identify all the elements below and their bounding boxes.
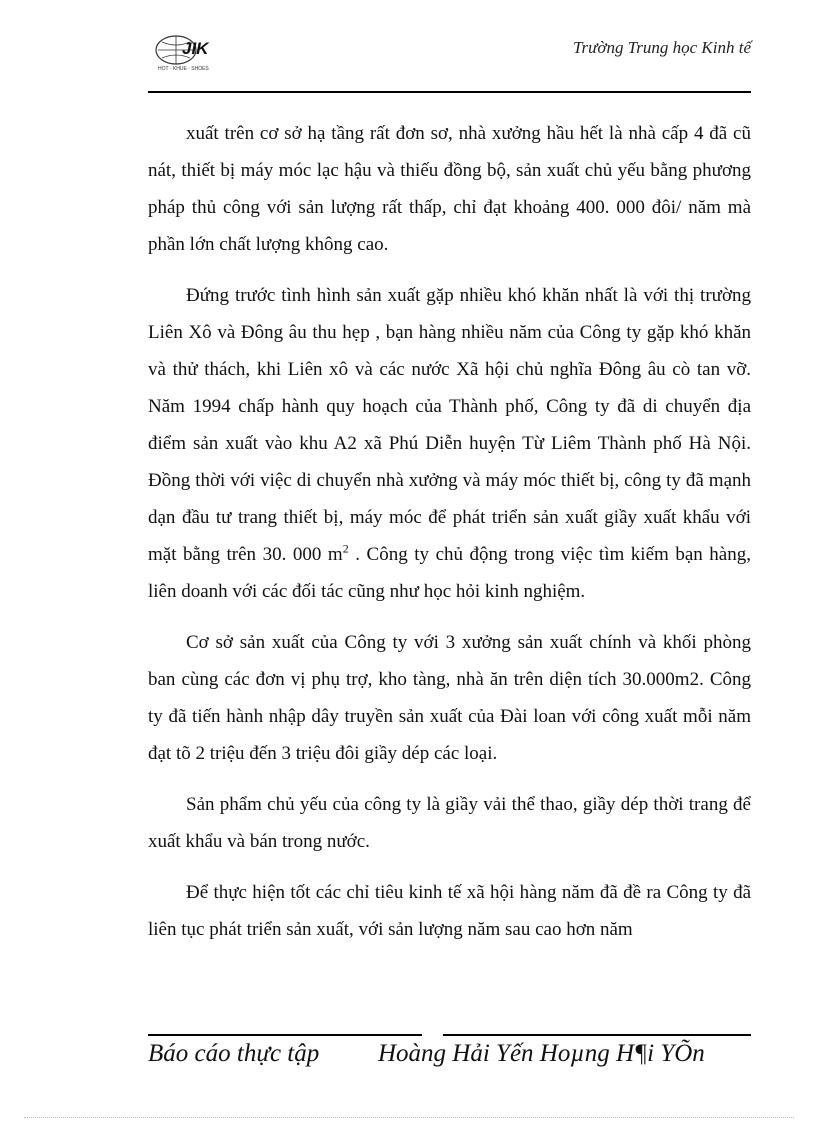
footer-rule-right (443, 1034, 751, 1036)
footer-author: Hoàng Hải Yến Hoµng H¶i YÕn (378, 1040, 705, 1067)
school-name: Trường Trung học Kinh tế (573, 38, 751, 57)
header-rule (148, 91, 751, 93)
paragraph-3: Cơ sở sản xuất của Công ty với 3 xưởng sản xuất chính và khối phòng ban cùng các đơn vị phụ trợ, kho tàng, nhà ăn trên diện tích 30.000m2. Công ty đã tiến hành nhập dây truyền sản xuất của Đài loan với công xuất mỗi năm đạt tõ 2 triệu đến 3 triệu đôi giầy dép các loại. (148, 632, 751, 764)
company-logo (152, 32, 218, 72)
paragraph-2-text: Đứng trước tình hình sản xuất gặp nhiều khó khăn nhất là với thị trường Liên Xô và Đông âu thu hẹp , bạn hàng nhiều năm của Công ty gặp khó khăn và thử thách, khi Liên xô và các nước Xã hội chủ nghĩa Đông âu cò tan vỡ. Năm 1994 chấp hành quy hoạch của Thành phố, Công ty đã di chuyển địa điểm sản xuất vào khu A2 xã Phú Diễn huyện Từ Liêm Thành phố Hà Nội. Đồng thời với việc di chuyển nhà xưởng và máy móc thiết bị, công ty đã mạnh dạn đầu tư trang thiết bị, máy móc để phát triển sản xuất giầy xuất khẩu với mặt bằng trên 30. 000 m (148, 285, 751, 565)
superscript-2: 2 (342, 541, 349, 556)
paragraph-2-tail: . Công ty chủ động trong việc tìm kiếm bạn hàng, liên doanh với các đối tác cũng như học hỏi kinh nghiệm. (148, 544, 751, 602)
logo-subtext: HOT · KHUE · SHOES (158, 66, 209, 72)
paragraph-2 (148, 277, 751, 610)
document-body (148, 113, 751, 962)
page-bottom-border (24, 1117, 794, 1118)
logo-text: JIK (182, 39, 209, 58)
paragraph-1: xuất trên cơ sở hạ tầng rất đơn sơ, nhà xưởng hầu hết là nhà cấp 4 đã cũ nát, thiết bị máy móc lạc hậu và thiếu đồng bộ, sản xuất chủ yếu bằng phương pháp thủ công với sản lượng rất thấp, chỉ đạt khoảng 400. 000 đôi/ năm mà phần lớn chất lượng không cao. (148, 123, 751, 255)
footer-report-title: Báo cáo thực tập (148, 1040, 320, 1067)
paragraph-5: Để thực hiện tốt các chỉ tiêu kinh tế xã hội hàng năm đã đề ra Công ty đã liên tục phát triển sản xuất, với sản lượng năm sau cao hơn năm (148, 882, 751, 940)
paragraph-4: Sản phẩm chủ yếu của công ty là giầy vải thể thao, giầy dép thời trang để xuất khẩu và bán trong nước. (148, 794, 751, 852)
footer-rule-left (148, 1034, 422, 1036)
page-header (148, 30, 751, 90)
